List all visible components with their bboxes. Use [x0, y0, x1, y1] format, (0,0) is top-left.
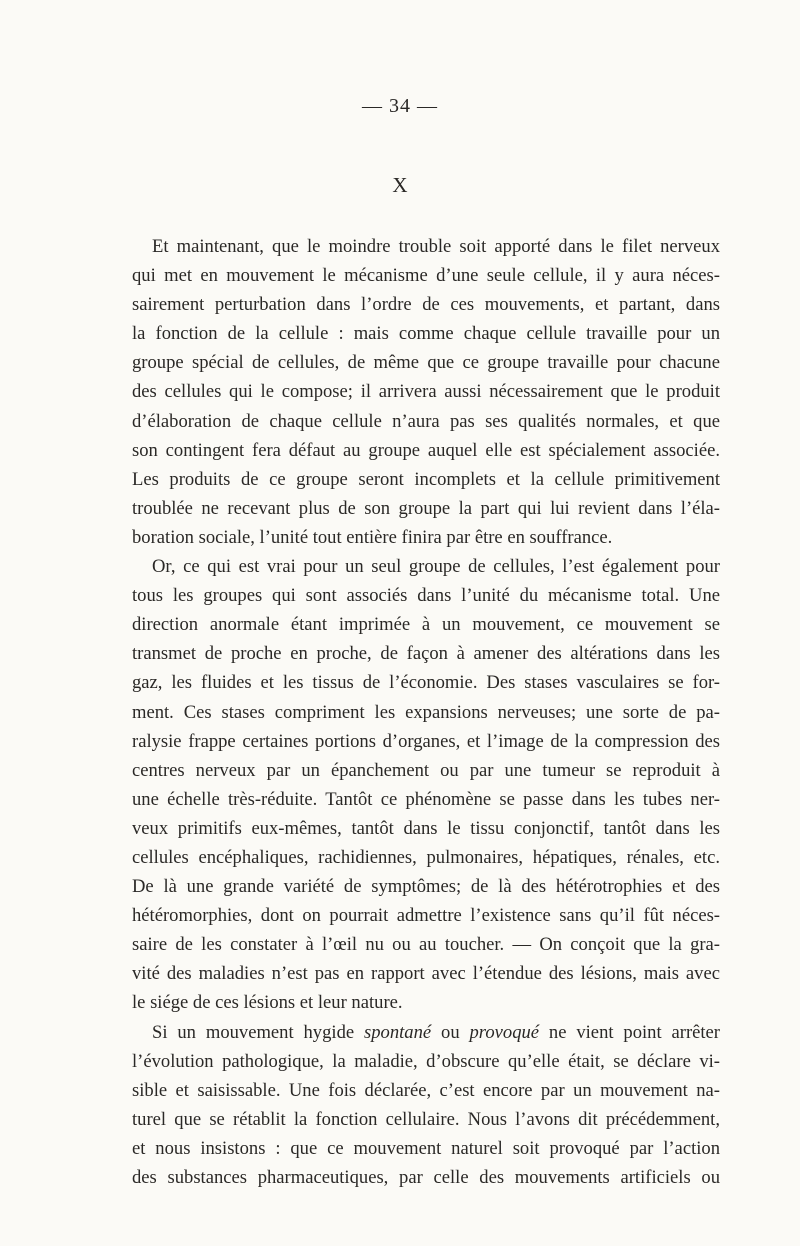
- text-segment: l’évolution pathologique, la maladie, d’obscure qu’elle était, se déclare vi-: [132, 1050, 720, 1072]
- text-line: [132, 232, 720, 261]
- italic-term: provoqué: [469, 1021, 540, 1043]
- text-segment: groupe spécial de cellules, de même que ce groupe travaille pour chacune: [132, 352, 720, 374]
- text-segment: le siége de ces lésions et leur nature.: [132, 992, 403, 1014]
- chapter-title: X: [392, 173, 408, 197]
- text-line: [132, 814, 720, 843]
- text-segment: De là une grande variété de symptômes; de là des hétérotrophies et des: [132, 876, 720, 898]
- text-segment: sairement perturbation dans l’ordre de ces mouvements, et partant, dans: [132, 294, 720, 316]
- body-text: [132, 232, 720, 1192]
- text-segment: Et maintenant, que le moindre trouble soit apporté dans le filet nerveux: [152, 236, 720, 257]
- text-line: [132, 610, 720, 639]
- text-segment: des substances pharmaceutiques, par celle des mouvements artificiels ou: [132, 1167, 720, 1188]
- text-segment: ment. Ces stases compriment les expansions nerveuses; une sorte de pa-: [132, 701, 720, 723]
- text-segment: Les produits de ce groupe seront incomplets et la cellule primitivement: [132, 468, 720, 490]
- text-segment: boration sociale, l’unité tout entière finira par être en souffrance.: [132, 526, 613, 548]
- text-segment: ne vient point arrêter: [539, 1021, 721, 1043]
- text-line: [132, 552, 720, 581]
- text-segment: Si un mouvement hygide: [152, 1021, 364, 1043]
- text-segment: ou: [431, 1021, 470, 1043]
- text-line: [132, 756, 720, 785]
- text-line: [132, 1163, 720, 1192]
- text-segment: d’élaboration de chaque cellule n’aura pas ses qualités normales, et que: [132, 410, 720, 432]
- text-line: [132, 319, 720, 348]
- text-line: [132, 698, 720, 727]
- text-line: [132, 988, 720, 1017]
- text-line: [132, 581, 720, 610]
- text-segment: troublée ne recevant plus de son groupe la part qui lui revient dans l’éla-: [132, 497, 720, 519]
- text-segment: centres nerveux par un épanchement ou par une tumeur se reproduit à: [132, 759, 720, 781]
- text-line: [132, 639, 720, 668]
- text-segment: la fonction de la cellule : mais comme chaque cellule travaille pour un: [132, 323, 720, 345]
- text-segment: transmet de proche en proche, de façon à amener des altérations dans les: [132, 643, 720, 665]
- text-line: [132, 1047, 720, 1076]
- text-segment: une échelle très-réduite. Tantôt ce phénomène se passe dans les tubes ner-: [132, 788, 720, 810]
- text-segment: veux primitifs eux-mêmes, tantôt dans le tissu conjonctif, tantôt dans les: [132, 817, 720, 839]
- text-line: [132, 1018, 720, 1047]
- text-line: [132, 465, 720, 494]
- text-line: [132, 668, 720, 697]
- text-line: [132, 843, 720, 872]
- text-line: [132, 1134, 720, 1163]
- text-line: [132, 1076, 720, 1105]
- text-segment: et nous insistons : que ce mouvement naturel soit provoqué par l’action: [132, 1137, 720, 1159]
- text-line: [132, 523, 720, 552]
- text-line: [132, 261, 720, 290]
- text-segment: gaz, les fluides et les tissus de l’économie. Des stases vasculaires se for-: [132, 672, 720, 694]
- text-line: [132, 494, 720, 523]
- text-segment: des cellules qui le compose; il arrivera aussi nécessairement que le produit: [132, 381, 720, 403]
- text-line: [132, 959, 720, 988]
- page-number: — 34 —: [362, 95, 438, 117]
- text-line: [132, 377, 720, 406]
- text-segment: son contingent fera défaut au groupe auquel elle est spécialement associée.: [132, 439, 720, 461]
- text-line: [132, 348, 720, 377]
- italic-term: spontané: [364, 1021, 432, 1043]
- text-segment: ralysie frappe certaines portions d’organes, et l’image de la compression des: [132, 730, 720, 752]
- text-segment: tous les groupes qui sont associés dans l’unité du mécanisme total. Une: [132, 585, 720, 607]
- text-line: [132, 872, 720, 901]
- text-segment: saire de les constater à l’œil nu ou au toucher. — On conçoit que la gra-: [132, 934, 720, 956]
- text-segment: sible et saisissable. Une fois déclarée, c’est encore par un mouvement na-: [132, 1079, 720, 1101]
- text-segment: vité des maladies n’est pas en rapport avec l’étendue des lésions, mais avec: [132, 963, 720, 985]
- text-segment: direction anormale étant imprimée à un mouvement, ce mouvement se: [132, 614, 720, 636]
- text-line: [132, 930, 720, 959]
- text-segment: hétéromorphies, dont on pourrait admettre l’existence sans qu’il fût néces-: [132, 905, 720, 927]
- text-line: [132, 290, 720, 319]
- text-line: [132, 1105, 720, 1134]
- text-line: [132, 785, 720, 814]
- text-segment: cellules encéphaliques, rachidiennes, pulmonaires, hépatiques, rénales, etc.: [132, 846, 720, 868]
- text-line: [132, 436, 720, 465]
- text-segment: qui met en mouvement le mécanisme d’une seule cellule, il y aura néces-: [132, 265, 720, 287]
- text-line: [132, 727, 720, 756]
- text-line: [132, 407, 720, 436]
- text-line: [132, 901, 720, 930]
- text-segment: turel que se rétablit la fonction cellulaire. Nous l’avons dit précédemment,: [132, 1108, 720, 1130]
- text-segment: Or, ce qui est vrai pour un seul groupe de cellules, l’est également pour: [152, 556, 720, 578]
